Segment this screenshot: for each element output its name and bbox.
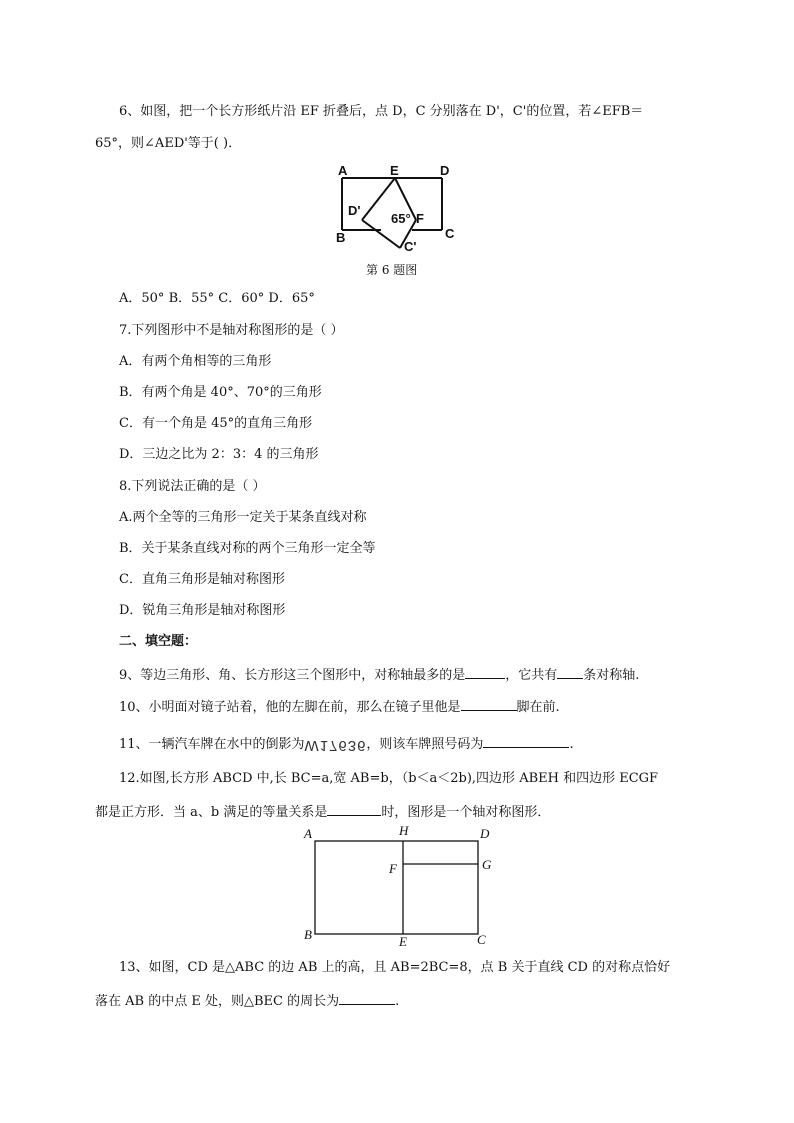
q12-stem-line1: 12.如图,长方形 ABCD 中,长 BC=a,宽 AB=b，（b＜a＜2b),四边形 ABEH 和四边形 ECGF xyxy=(119,771,659,786)
q8-option-c: C．直角三角形是轴对称图形 xyxy=(119,572,285,587)
q6-options: A．50° B．55° C．60° D．65° xyxy=(119,291,315,306)
q6-label-e: E xyxy=(390,163,399,178)
q12-text-b: 时，图形是一个轴对称图形． xyxy=(381,805,551,820)
q13-stem-line2 xyxy=(95,990,399,1011)
q6-stem-line2: 65°，则∠AED'等于( )． xyxy=(95,136,242,151)
q6-label-a: A xyxy=(338,163,348,178)
q12-label-b: B xyxy=(304,927,312,942)
q13-stem-line1: 13、如图，CD 是△ABC 的边 AB 上的高，且 AB=2BC=8，点 B 关于直线 CD 的对称点恰好 xyxy=(119,960,671,975)
q9-stem xyxy=(119,664,639,685)
q8-option-a: A.两个全等的三角形一定关于某条直线对称 xyxy=(119,510,367,525)
q7-option-b: B．有两个角是 40°、70°的三角形 xyxy=(119,385,322,400)
q9-text-a: 9、等边三角形、角、长方形这三个图形中，对称轴最多的是 xyxy=(119,668,466,683)
q11-blank xyxy=(483,733,569,748)
q12-label-e: E xyxy=(399,934,407,949)
q6-caption: 第 6 题图 xyxy=(366,263,418,277)
q12-figure xyxy=(298,822,498,950)
q13-blank xyxy=(339,990,395,1005)
q12-label-c: C xyxy=(477,932,486,947)
q7-option-c: C．有一个角是 45°的直角三角形 xyxy=(119,416,313,431)
q9-text-b: ，它共有 xyxy=(505,668,558,683)
q6-label-angle: 65° xyxy=(391,211,411,226)
q11-reflection-image: W17636 xyxy=(304,736,367,754)
q11-text-b: ，则该车牌照号码为 xyxy=(366,737,484,752)
q11-text-c: . xyxy=(569,737,574,752)
q8-stem: 8.下列说法正确的是（ ） xyxy=(119,479,266,494)
q6-label-f: F xyxy=(416,211,424,226)
q11-stem xyxy=(119,733,574,754)
q8-option-b: B．关于某条直线对称的两个三角形一定全等 xyxy=(119,541,376,556)
q8-option-d: D．锐角三角形是轴对称图形 xyxy=(119,603,286,618)
q12-stem-line2 xyxy=(95,801,550,822)
q10-text-b: 脚在前. xyxy=(516,700,560,715)
q12-text-a: 都是正方形．当 a、b 满足的等量关系是 xyxy=(95,805,328,820)
q13-text-b: . xyxy=(395,994,400,1009)
q11-text-a: 11、一辆汽车牌在水中的倒影为 xyxy=(119,737,305,752)
q12-blank xyxy=(327,801,381,816)
q6-label-d: D xyxy=(440,163,450,178)
q6-figure xyxy=(334,160,464,256)
q9-text-c: 条对称轴. xyxy=(583,668,640,683)
section-heading-fill-in: 二、填空题： xyxy=(119,634,198,649)
q9-blank-1 xyxy=(465,664,505,679)
q6-stem-line1: 6、如图，把一个长方形纸片沿 EF 折叠后，点 D，C 分别落在 D'，C'的位置，若∠EFB＝ xyxy=(119,104,644,119)
q6-label-b: B xyxy=(336,230,346,245)
q6-label-c-prime: C' xyxy=(404,239,417,254)
q7-option-d: D．三边之比为 2：3：4 的三角形 xyxy=(119,447,319,462)
q10-stem xyxy=(119,696,560,717)
q9-blank-2 xyxy=(557,664,583,679)
q12-label-h: H xyxy=(399,823,409,838)
q13-text-a: 落在 AB 的中点 E 处，则△BEC 的周长为 xyxy=(95,994,340,1009)
q12-label-f: F xyxy=(389,861,397,876)
q12-label-d: D xyxy=(480,826,490,841)
q10-text-a: 10、小明面对镜子站着，他的左脚在前，那么在镜子里他是 xyxy=(119,700,461,715)
q12-label-g: G xyxy=(482,857,492,872)
q6-label-c: C xyxy=(445,226,455,241)
q6-label-d-prime: D' xyxy=(348,203,361,218)
q12-label-a: A xyxy=(304,826,312,841)
q10-blank xyxy=(461,696,517,711)
q7-option-a: A．有两个角相等的三角形 xyxy=(119,354,272,369)
q7-stem: 7.下列图形中不是轴对称图形的是（ ） xyxy=(119,323,344,338)
